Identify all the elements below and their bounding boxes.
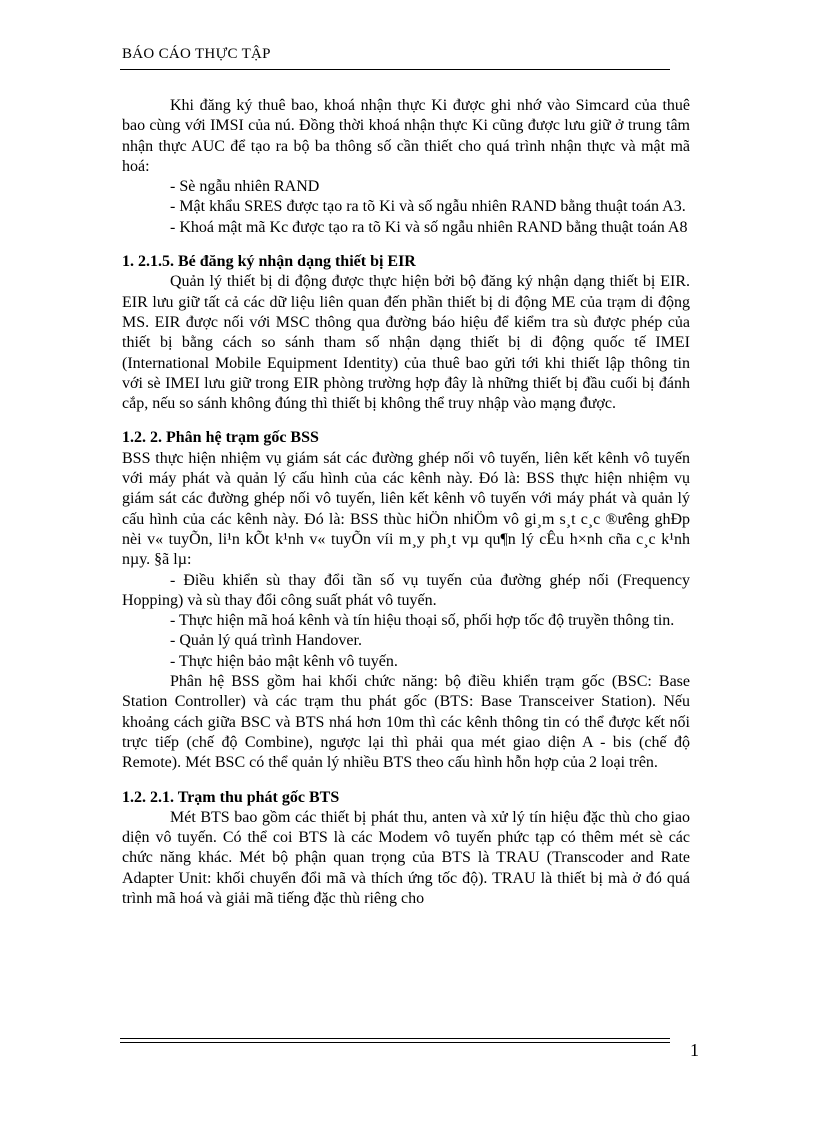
bss-list-item-security: - Thực hiện bảo mật kênh vô tuyến. (170, 652, 398, 670)
section-heading-eir: 1. 2.1.5. Bé đăng ký nhận dạng thiết bị EIR (122, 253, 416, 271)
bss-paragraph: BSS thực hiện nhiệm vụ giám sát các đường ghép nối vô tuyến, liên kết kênh vô tuyến với máy phát và quản lý cấu hình của các kênh này. Đó là: BSS thực hiện nhiệm vụ giám sát các đường ghép nối vô tuyến, liên kết kênh vô tuyến với máy phát và quản lý cấu hình của các kênh này. Đó là: BSS thùc hiÖn nhiÖm vô gi¸m s¸t c¸c ®ưêng ghÐp nèi v« tuyÕn, li¹n kÕt k¹nh v« tuyÕn víi m¸y ph¸t vµ qu¶n lý cÊu h×nh cña c¸c k¹nh nµy. §ã lµ: (122, 449, 690, 569)
intro-list-item-kc: - Khoá mật mã Kc được tạo ra tõ Ki và số ngẫu nhiên RAND bằng thuật toán A8 (170, 218, 688, 236)
bts-paragraph: Mét BTS bao gồm các thiết bị phát thu, anten và xử lý tín hiệu đặc thù cho giao diện vô tuyến. Có thể coi BTS là các Modem vô tuyến phức tạp có thêm mét sè các chức năng khác. Mét bộ phận quan trọng của BTS là TRAU (Transcoder and Rate Adapter Unit: khối chuyển đổi mã và thích ứng tốc độ). TRAU là thiết bị mà ở đó quá trình mã hoá và giải mã tiếng đặc thù riêng cho (122, 808, 690, 907)
intro-list-item-rand: - Sè ngẫu nhiên RAND (170, 178, 320, 196)
footer-rule (120, 1038, 670, 1039)
section-heading-bss: 1.2. 2. Phân hệ trạm gốc BSS (122, 429, 319, 447)
page-content (122, 96, 690, 909)
intro-list-item-sres: - Mật khẩu SRES được tạo ra tõ Ki và số ngẫu nhiên RAND bằng thuật toán A3. (170, 198, 686, 216)
bss-list-item-handover: - Quản lý quá trình Handover. (170, 632, 362, 650)
page-header-title: BÁO CÁO THỰC TẬP (122, 46, 271, 62)
header-rule (120, 69, 670, 70)
page-number: 1 (690, 1040, 699, 1060)
intro-paragraph: Khi đăng ký thuê bao, khoá nhận thực Ki được ghi nhớ vào Simcard của thuê bao cùng với IMSI của nú. Đồng thời khoá nhận thực Ki cũng được lưu giữ ở trung tâm nhận thực AUC để tạo ra bộ ba thông số cần thiết cho quá trình nhận thực và mật mã hoá: (122, 97, 690, 175)
bss-list-item-coding: - Thực hiện mã hoá kênh và tín hiệu thoại số, phối hợp tốc độ truyền thông tin. (170, 612, 675, 630)
bss-structure-paragraph: Phân hệ BSS gồm hai khối chức năng: bộ điều khiển trạm gốc (BSC: Base Station Controller) và các trạm thu phát gốc (BTS: Base Transceiver Station). Nếu khoảng cách giữa BSC và BTS nhá hơn 10m thì các kênh thông tin có thể được kết nối trực tiếp (chế độ Combine), ngược lại thì phải qua mét giao diện A - bis (chế độ Remote). Mét BSC có thể quản lý nhiều BTS theo cấu hình hỗn hợp của 2 loại trên. (122, 673, 690, 772)
bss-list-item-frequency: - Điều khiển sù thay đổi tần số vụ tuyến của đường ghép nối (Frequency Hopping) và sù thay đổi công suất phát vô tuyến. (122, 571, 690, 609)
eir-paragraph: Quản lý thiết bị di động được thực hiện bởi bộ đăng ký nhận dạng thiết bị EIR. EIR lưu giữ tất cả các dữ liệu liên quan đến phần thiết bị di động ME của trạm di động MS. EIR được nối với MSC thông qua đường báo hiệu để kiểm tra sù được phép của thiết bị bằng cách so sánh tham số nhận dạng thiết bị di động quốc tế IMEI (International Mobile Equipment Identity) của thuê bao gửi tới khi thiết lập thông tin với sè IMEI lưu giữ trong EIR phòng trường hợp đây là những thiết bị đầu cuối bị đánh cắp, nếu so sánh không đúng thì thiết bị không thể truy nhập vào mạng được. (122, 273, 690, 413)
footer-rule-double (120, 1042, 670, 1043)
section-heading-bts: 1.2. 2.1. Trạm thu phát gốc BTS (122, 788, 340, 806)
